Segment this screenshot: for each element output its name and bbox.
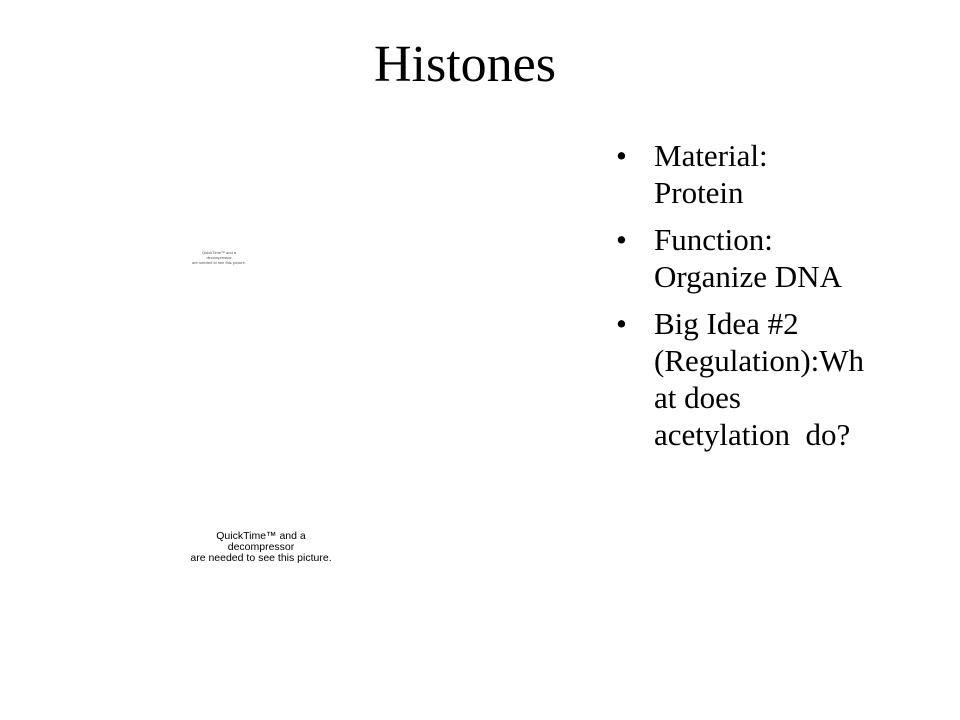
quicktime-placeholder-large bbox=[180, 531, 342, 564]
placeholder-line: are needed to see this picture. bbox=[192, 260, 246, 265]
placeholder-line: QuickTime™ and a bbox=[201, 250, 237, 255]
quicktime-placeholder-small bbox=[178, 250, 260, 265]
bullet-item-function bbox=[616, 221, 946, 295]
bullet-icon: • bbox=[616, 222, 627, 257]
placeholder-line: are needed to see this picture. bbox=[190, 552, 332, 564]
bullet-list bbox=[616, 137, 946, 463]
bullet-text-line: Big Idea #2 bbox=[654, 306, 799, 341]
bullet-text-line: Function: bbox=[654, 222, 773, 257]
bullet-text-line: acetylation do? bbox=[654, 417, 851, 452]
placeholder-line: decompressor bbox=[227, 541, 295, 553]
bullet-icon: • bbox=[616, 306, 627, 341]
slide-title: Histones bbox=[374, 36, 556, 93]
placeholder-line: decompressor bbox=[206, 255, 232, 260]
bullet-text-line: at does bbox=[654, 380, 741, 415]
bullet-text-line: Organize DNA bbox=[654, 259, 842, 294]
bullet-item-big-idea bbox=[616, 305, 946, 453]
bullet-text-line: Material: bbox=[654, 138, 768, 173]
bullet-text-line: (Regulation):Wh bbox=[654, 343, 865, 378]
bullet-item-material bbox=[616, 137, 946, 211]
placeholder-line: QuickTime™ and a bbox=[216, 530, 306, 542]
bullet-icon: • bbox=[616, 138, 627, 173]
bullet-text-line: Protein bbox=[654, 175, 744, 210]
